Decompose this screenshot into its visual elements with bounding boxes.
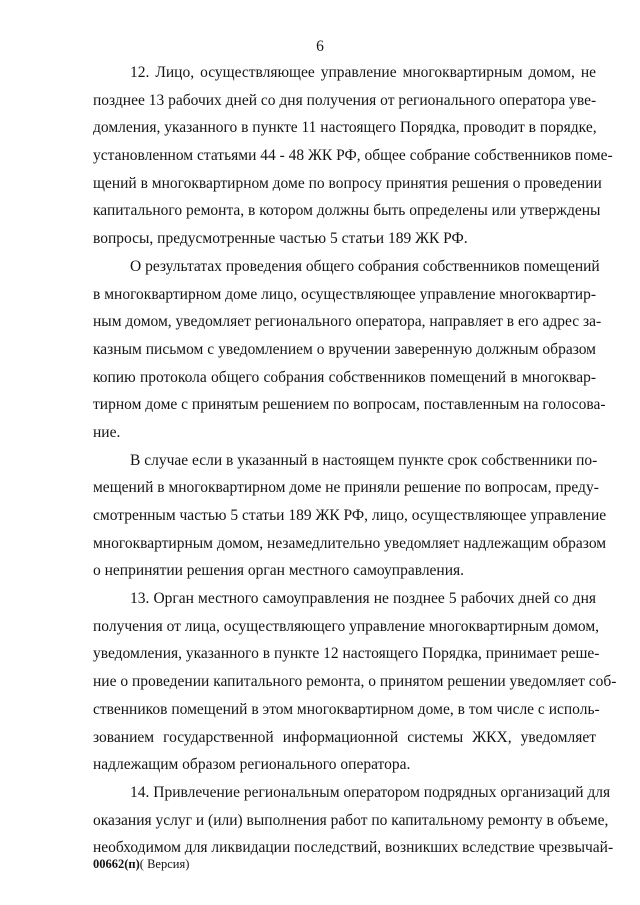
- text-line: вопросы, предусмотренные частью 5 статьи 189 ЖК РФ.: [93, 230, 468, 248]
- paragraph-13: [93, 585, 617, 779]
- document-code: 00662(п): [93, 857, 140, 871]
- text-line: мещений в многоквартирном доме не приняли решение по вопросам, преду-: [93, 479, 599, 497]
- text-line: необходимом для ликвидации последствий, возникших вследствие чрезвычай-: [93, 839, 614, 857]
- document-footer: [93, 856, 189, 872]
- text-line: получения от лица, осуществляющего управление многоквартирным домом,: [93, 617, 600, 635]
- paragraph-14: [93, 779, 614, 862]
- text-line: ние.: [93, 423, 121, 441]
- text-line: в многоквартирном доме лицо, осуществляющее управление многоквартир-: [93, 285, 596, 303]
- text-line: зованием государственной информационной системы ЖКХ, уведомляет: [93, 728, 596, 746]
- text-line: смотренным частью 5 статьи 189 ЖК РФ, лицо, осуществляющее управление: [93, 507, 607, 524]
- text-line: 12. Лицо, осуществляющее управление многоквартирным домом, не: [130, 64, 596, 81]
- text-line: установленном статьями 44 - 48 ЖК РФ, общее собрание собственников поме-: [93, 147, 613, 165]
- text-line: надлежащим образом регионального оператора.: [93, 756, 411, 774]
- text-line: казным письмом с уведомлением о вручении заверенную должным образом: [93, 340, 596, 358]
- text-line: многоквартирным домом, незамедлительно уведомляет надлежащим образом: [93, 534, 607, 552]
- paragraph-12: [93, 59, 613, 253]
- text-line: копию протокола общего собрания собственников помещений в многоквар-: [93, 368, 596, 386]
- text-line: 13. Орган местного самоуправления не позднее 5 рабочих дней со дня: [130, 590, 596, 608]
- page-number: 6: [316, 38, 324, 55]
- document-version: ( Версия): [139, 857, 190, 871]
- text-line: оказания услуг и (или) выполнения работ по капитальному ремонту в объеме,: [93, 811, 609, 829]
- text-line: 14. Привлечение региональным оператором подрядных организаций для: [130, 783, 611, 801]
- text-line: ние о проведении капитального ремонта, о принятом решении уведомляет соб-: [93, 673, 617, 691]
- text-line: щений в многоквартирном доме по вопросу принятия решения о проведении: [93, 174, 602, 192]
- paragraph-meeting-results: [93, 253, 606, 447]
- text-line: позднее 13 рабочих дней со дня получения от регионального оператора уве-: [93, 91, 597, 109]
- text-line: капитального ремонта, в котором должны быть определены или утверждены: [93, 202, 601, 220]
- text-line: уведомления, указанного в пункте 12 настоящего Порядка, принимает реше-: [93, 645, 600, 663]
- text-line: о непринятии решения орган местного самоуправления.: [93, 562, 465, 580]
- text-line: В случае если в указанный в настоящем пункте срок собственники по-: [130, 451, 598, 469]
- document-body: [93, 59, 617, 862]
- text-line: ным домом, уведомляет регионального оператора, направляет в его адрес за-: [93, 313, 602, 331]
- text-line: О результатах проведения общего собрания собственников помещений: [130, 257, 600, 275]
- text-line: домления, указанного в пункте 11 настоящего Порядка, проводит в порядке,: [93, 119, 597, 137]
- paragraph-no-decision: [93, 447, 607, 585]
- text-line: тирном доме с принятым решением по вопросам, поставленным на голосова-: [93, 396, 606, 414]
- text-line: ственников помещений в этом многоквартирном доме, в том числе с исполь-: [93, 700, 600, 718]
